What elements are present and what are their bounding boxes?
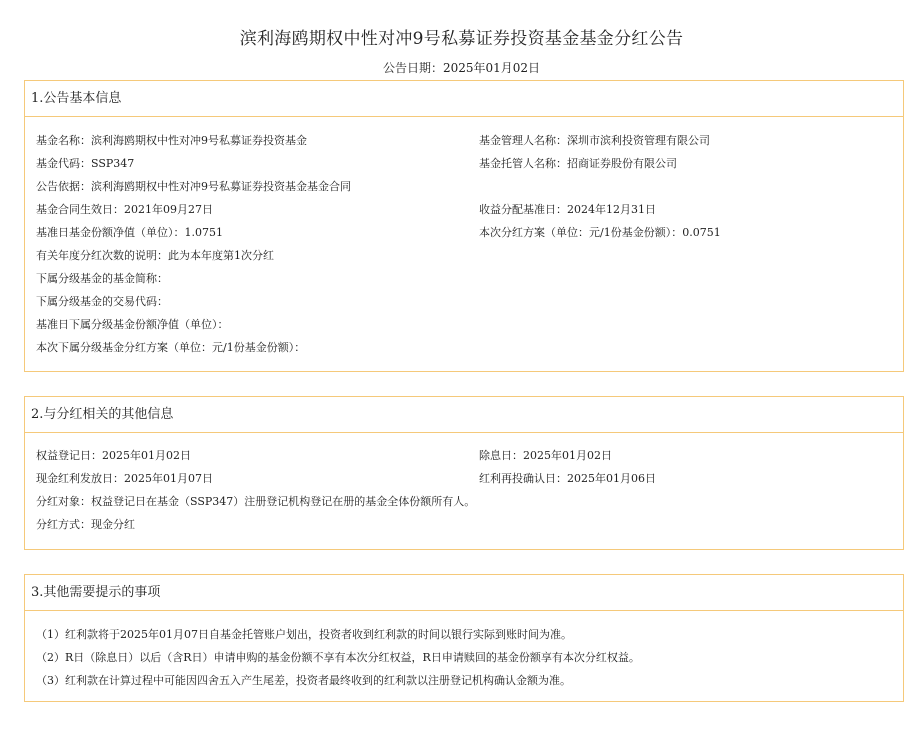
dividend-method-value: 现金分红 bbox=[91, 518, 135, 531]
record-date-row bbox=[36, 448, 191, 464]
pay-date-value: 2025年01月07日 bbox=[124, 472, 213, 485]
notes-section bbox=[24, 574, 904, 702]
dividend-plan-row bbox=[479, 225, 721, 241]
dividend-count-value: 此为本年度第1次分红 bbox=[168, 249, 274, 262]
dividend-plan-value: 0.0751 bbox=[682, 226, 721, 239]
basis-value: 滨利海鸥期权中性对冲9号私募证券投资基金基金合同 bbox=[91, 180, 351, 193]
contract-date-label: 基金合同生效日 ： bbox=[36, 203, 124, 216]
manager-label: 基金管理人名称 ： bbox=[479, 134, 567, 147]
custodian-label: 基金托管人名称 ： bbox=[479, 157, 567, 170]
dividend-target-row bbox=[36, 494, 475, 510]
fund-code-row bbox=[36, 156, 134, 172]
note-item: （3）红利款在计算过程中可能因四舍五入产生尾差，投资者最终收到的红利款以注册登记机构确认金额为准。 bbox=[36, 674, 571, 687]
nav-label: 基准日基金份额净值（单位） ： bbox=[36, 226, 185, 239]
sub-fund-name-row bbox=[36, 271, 168, 287]
manager-row bbox=[479, 133, 710, 149]
record-date-label: 权益登记日 ： bbox=[36, 449, 102, 462]
dividend-method-row bbox=[36, 517, 135, 533]
pay-date-label: 现金红利发放日 ： bbox=[36, 472, 124, 485]
basic-info-heading: 1.公告基本信息 bbox=[25, 81, 903, 117]
note-item: （2）R日（除息日）以后（含R日）申请申购的基金份额不享有本次分红权益，R日申请赎回的基金份额享有本次分红权益。 bbox=[36, 651, 640, 664]
manager-value: 深圳市滨利投资管理有限公司 bbox=[567, 134, 710, 147]
custodian-value: 招商证券股份有限公司 bbox=[567, 157, 677, 170]
dividend-count-row bbox=[36, 248, 274, 264]
ex-date-row bbox=[479, 448, 612, 464]
custodian-row bbox=[479, 156, 677, 172]
benchmark-date-label: 收益分配基准日 ： bbox=[479, 203, 567, 216]
pay-date-row bbox=[36, 471, 213, 487]
announcement-date-value: 2025年01月02日 bbox=[442, 61, 541, 75]
sub-fund-code-row bbox=[36, 294, 168, 310]
dividend-count-label: 有关年度分红次数的说明 ： bbox=[36, 249, 168, 262]
fund-code-label: 基金代码 ： bbox=[36, 157, 91, 170]
basis-row bbox=[36, 179, 351, 195]
dividend-target-value: 权益登记日在基金（SSP347）注册登记机构登记在册的基金全体份额所有人。 bbox=[91, 495, 476, 508]
notes-heading: 3.其他需要提示的事项 bbox=[25, 575, 903, 611]
ex-date-value: 2025年01月02日 bbox=[523, 449, 612, 462]
fund-name-row bbox=[36, 133, 307, 149]
reinvest-date-value: 2025年01月06日 bbox=[567, 472, 656, 485]
benchmark-date-row bbox=[479, 202, 656, 218]
reinvest-date-row bbox=[479, 471, 656, 487]
contract-date-row bbox=[36, 202, 213, 218]
dividend-plan-label: 本次分红方案（单位：元/1份基金份额） ： bbox=[479, 226, 682, 239]
basis-label: 公告依据 ： bbox=[36, 180, 91, 193]
sub-fund-nav-row bbox=[36, 317, 229, 333]
fund-code-value: SSP347 bbox=[91, 157, 135, 170]
sub-fund-plan-row bbox=[36, 340, 305, 356]
ex-date-label: 除息日 ： bbox=[479, 449, 523, 462]
sub-fund-name-label: 下属分级基金的基金简称 ： bbox=[36, 272, 168, 285]
sub-fund-nav-label: 基准日下属分级基金份额净值（单位） ： bbox=[36, 318, 229, 331]
nav-value: 1.0751 bbox=[184, 226, 223, 239]
dividend-info-section bbox=[24, 396, 904, 550]
announcement-date: 公告日期：2025年01月02日 bbox=[382, 61, 541, 75]
document-title: 滨利海鸥期权中性对冲9号私募证券投资基金基金分红公告 bbox=[239, 29, 684, 49]
sub-fund-code-label: 下属分级基金的交易代码 ： bbox=[36, 295, 168, 308]
dividend-method-label: 分红方式 ： bbox=[36, 518, 91, 531]
contract-date-value: 2021年09月27日 bbox=[124, 203, 213, 216]
reinvest-date-label: 红利再投确认日 ： bbox=[479, 472, 567, 485]
note-item: （1）红利款将于2025年01月07日自基金托管账户划出，投资者收到红利款的时间以银行实际到账时间为准。 bbox=[36, 628, 572, 641]
fund-name-label: 基金名称 ： bbox=[36, 134, 91, 147]
dividend-target-label: 分红对象 ： bbox=[36, 495, 91, 508]
basic-info-section bbox=[24, 80, 904, 372]
record-date-value: 2025年01月02日 bbox=[102, 449, 191, 462]
dividend-info-heading: 2.与分红相关的其他信息 bbox=[25, 397, 903, 433]
sub-fund-plan-label: 本次下属分级基金分红方案（单位：元/1份基金份额） ： bbox=[36, 341, 305, 354]
fund-name-value: 滨利海鸥期权中性对冲9号私募证券投资基金 bbox=[91, 134, 307, 147]
benchmark-date-value: 2024年12月31日 bbox=[567, 203, 656, 216]
nav-row bbox=[36, 225, 223, 241]
announcement-date-label: 公告日期 bbox=[382, 61, 431, 75]
